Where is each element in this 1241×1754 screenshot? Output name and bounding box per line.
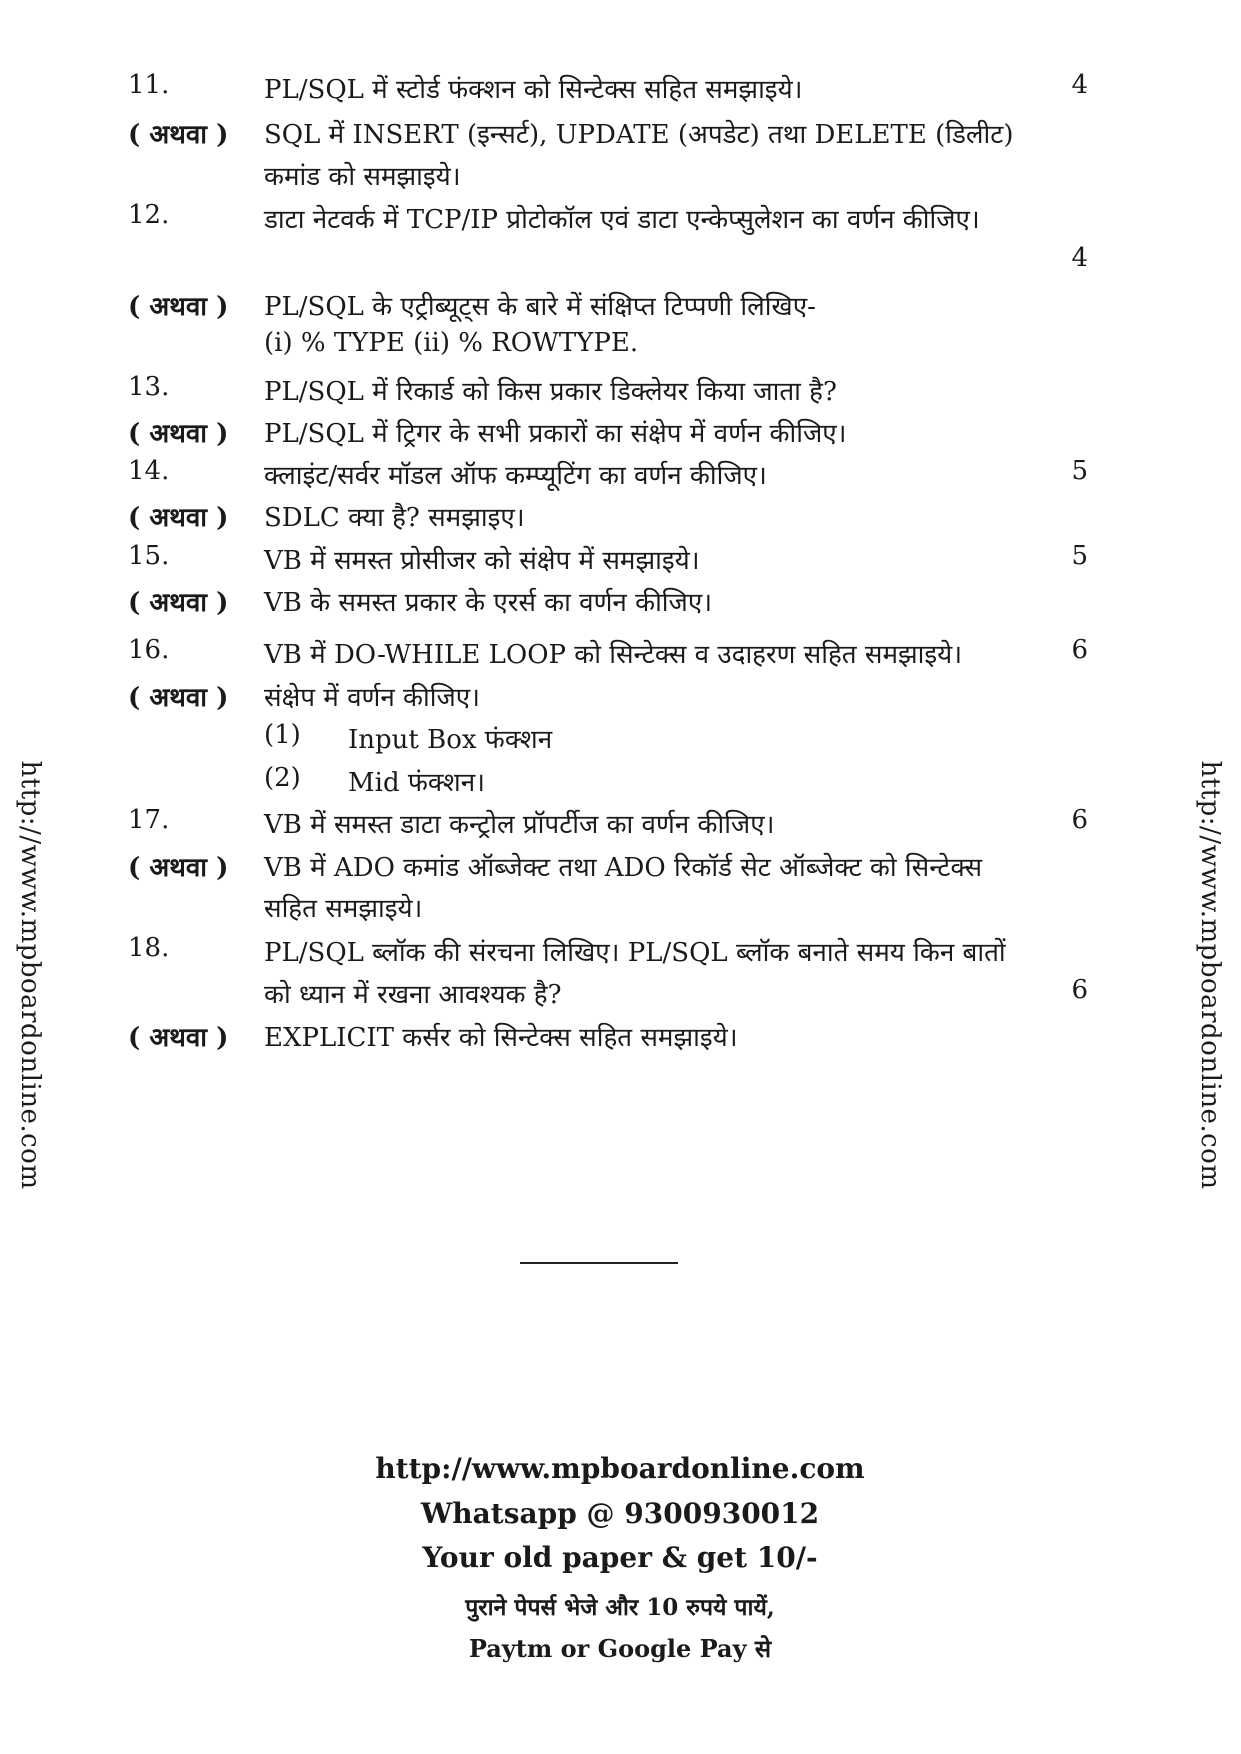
question-number: 12.	[128, 200, 170, 230]
question-text: क्लाइंट/सर्वर मॉडल ऑफ कम्प्यूटिंग का वर्णन कीजिए।	[264, 461, 767, 491]
question-text: PL/SQL ब्लॉक की संरचना लिखिए। PL/SQL ब्लॉक बनाते समय किन बातों	[264, 938, 1006, 968]
question-number: 11.	[128, 70, 170, 100]
alternative-label: ( अथवा )	[128, 683, 229, 713]
question-marks: 5	[1071, 541, 1088, 571]
question-text: PL/SQL में स्टोर्ड फंक्शन को सिन्टेक्स सहित समझाइये।	[264, 75, 803, 105]
question-14-alternative	[128, 498, 1088, 542]
question-marks: 6	[1071, 635, 1088, 665]
question-12-marks-row	[128, 243, 1088, 287]
question-number: 18.	[128, 933, 170, 963]
question-18-cont	[128, 975, 1088, 1019]
end-divider	[520, 1262, 678, 1264]
question-marks: 4	[1071, 243, 1088, 273]
question-number: 14.	[128, 456, 170, 486]
question-marks: 6	[1071, 975, 1088, 1005]
sub-item	[128, 763, 1088, 807]
sub-item-number: (2)	[264, 763, 301, 793]
question-16	[128, 635, 1088, 679]
question-12-alternative-cont	[128, 328, 1088, 372]
alternative-label: ( अथवा )	[128, 292, 229, 322]
alternative-label: ( अथवा )	[128, 1023, 229, 1053]
footer-payment: Paytm or Google Pay से	[468, 1634, 772, 1663]
question-marks: 5	[1071, 456, 1088, 486]
side-watermark-right: http://www.mpboardonline.com	[1195, 760, 1225, 1190]
question-text-cont: सहित समझाइये।	[264, 894, 423, 924]
footer-whatsapp: Whatsapp @ 9300930012	[420, 1497, 820, 1530]
side-watermark-left: http://www.mpboardonline.com	[15, 760, 45, 1190]
footer-url: http://www.mpboardonline.com	[375, 1452, 865, 1485]
question-11-alternative-cont	[128, 157, 1088, 201]
question-text: VB में समस्त प्रोसीजर को संक्षेप में समझाइये।	[264, 546, 700, 576]
question-text: संक्षेप में वर्णन कीजिए।	[264, 683, 480, 713]
sub-item-text: Mid फंक्शन।	[348, 768, 486, 798]
question-number: 13.	[128, 372, 170, 402]
alternative-label: ( अथवा )	[128, 588, 229, 618]
question-number: 15.	[128, 541, 170, 571]
alternative-label: ( अथवा )	[128, 419, 229, 449]
sub-item	[128, 720, 1088, 764]
question-text: VB में समस्त डाटा कन्ट्रोल प्रॉपर्टीज का वर्णन कीजिए।	[264, 810, 775, 840]
question-11	[128, 70, 1088, 114]
question-text: EXPLICIT कर्सर को सिन्टेक्स सहित समझाइये।	[264, 1023, 738, 1053]
question-text-cont: को ध्यान में रखना आवश्यक है?	[264, 980, 562, 1010]
sub-item-text: Input Box फंक्शन	[348, 725, 553, 755]
question-13	[128, 372, 1088, 416]
question-text-cont: कमांड को समझाइये।	[264, 162, 461, 192]
question-text-cont: (i) % TYPE (ii) % ROWTYPE.	[264, 328, 639, 358]
alternative-label: ( अथवा )	[128, 853, 229, 883]
question-marks: 4	[1071, 70, 1088, 100]
question-18-alternative	[128, 1018, 1088, 1062]
question-text: VB के समस्त प्रकार के एरर्स का वर्णन कीजिए।	[264, 588, 713, 618]
alternative-label: ( अथवा )	[128, 120, 229, 150]
question-number: 16.	[128, 635, 170, 665]
question-text: PL/SQL के एट्रीब्यूट्स के बारे में संक्षिप्त टिप्पणी लिखिए-	[264, 292, 816, 322]
question-12	[128, 200, 1088, 244]
footer-offer: Your old paper & get 10/-	[422, 1541, 818, 1574]
question-17	[128, 805, 1088, 849]
question-15	[128, 541, 1088, 585]
question-17-alternative-cont	[128, 889, 1088, 933]
question-marks: 6	[1071, 805, 1088, 835]
question-text: PL/SQL में रिकार्ड को किस प्रकार डिक्लेयर किया जाता है?	[264, 377, 837, 407]
question-16-alternative	[128, 678, 1088, 722]
question-11-alternative	[128, 115, 1088, 159]
question-15-alternative	[128, 583, 1088, 627]
question-13-alternative	[128, 414, 1088, 458]
question-text: SQL में INSERT (इन्सर्ट), UPDATE (अपडेट) तथा DELETE (डिलीट)	[264, 120, 1014, 150]
footer-hindi: पुराने पेपर्स भेजे और 10 रुपये पायें,	[465, 1594, 775, 1621]
question-12-alternative	[128, 287, 1088, 331]
question-text: VB में DO-WHILE LOOP को सिन्टेक्स व उदाहरण सहित समझाइये।	[264, 640, 963, 670]
alternative-label: ( अथवा )	[128, 503, 229, 533]
question-text: VB में ADO कमांड ऑब्जेक्ट तथा ADO रिकॉर्ड सेट ऑब्जेक्ट को सिन्टेक्स	[264, 853, 983, 883]
question-17-alternative	[128, 848, 1088, 892]
question-number: 17.	[128, 805, 170, 835]
question-text: PL/SQL में ट्रिगर के सभी प्रकारों का संक्षेप में वर्णन कीजिए।	[264, 419, 847, 449]
question-14	[128, 456, 1088, 500]
sub-item-number: (1)	[264, 720, 301, 750]
question-text: डाटा नेटवर्क में TCP/IP प्रोटोकॉल एवं डाटा एन्केप्सुलेशन का वर्णन कीजिए।	[264, 205, 980, 235]
question-text: SDLC क्या है? समझाइए।	[264, 503, 525, 533]
question-18	[128, 933, 1088, 977]
